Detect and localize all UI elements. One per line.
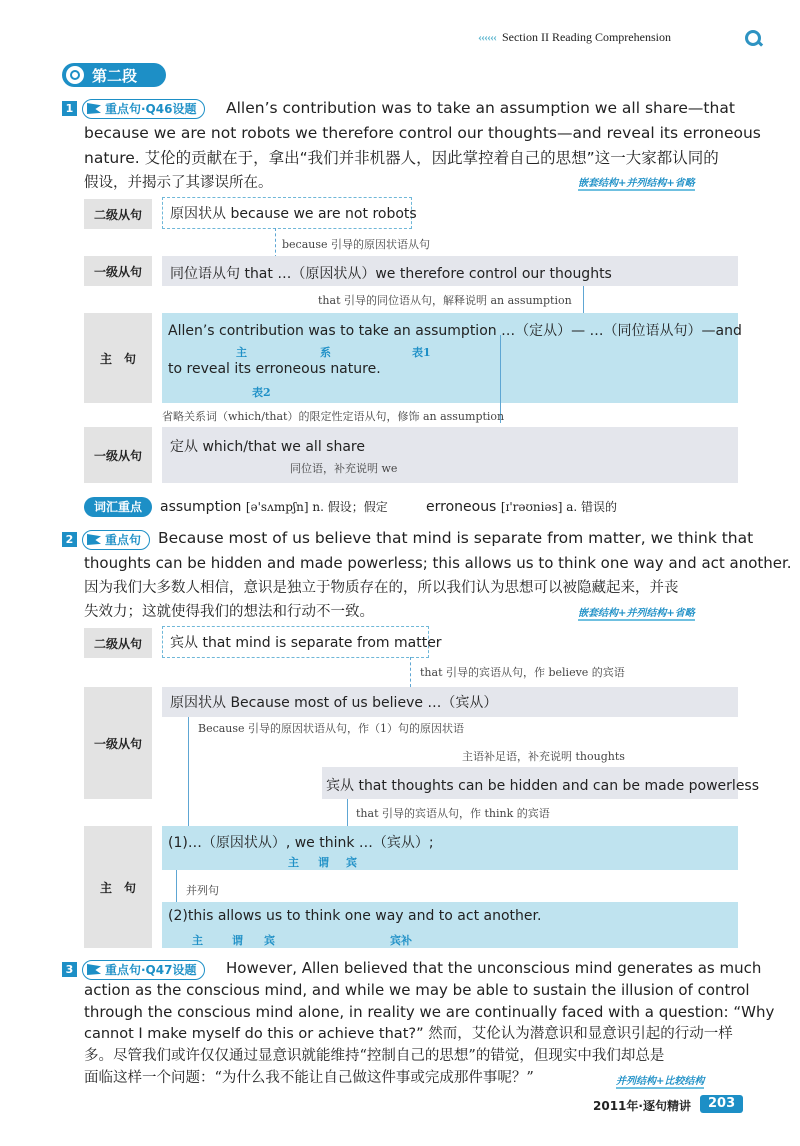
flag-icon [87,964,101,975]
structure-tag: 嵌套结构+并列结构+省略 [578,174,695,191]
para1-line1: Allen’s contribution was to take an assumption we all share—that [226,99,735,117]
search-icon [66,66,84,84]
para3-line4: cannot I make myself do this or achieve that?” 然而，艾伦认为潜意识和显意识引起的行动一样 [84,1026,733,1042]
tag-text: 重点句 [105,533,142,547]
para3-line1: However, Allen believed that the unconscious mind generates as much [226,959,762,977]
clause-text: 同位语从句 that …（原因状从）we therefore control our thoughts [170,266,612,282]
role-label: 主 [192,934,203,947]
clause-text-value: 原因状从 because we are not robots [170,206,417,222]
connector-line [410,657,411,687]
clause-text [170,203,417,223]
annotation: that 引导的宾语从句，作 believe 的宾语 [420,666,625,679]
para-number: 1 [62,101,77,116]
vocab-word: erroneous [426,499,497,515]
role-label: 宾补 [390,934,412,947]
main-clause-text: (2)this allows us to think one way and to act another. [168,908,542,924]
header-title: Section II Reading Comprehension [501,30,671,44]
connector-line [188,717,189,832]
vocab-entry [426,498,617,515]
para3-line2: action as the conscious mind, and while we may be able to sustain the illusion of control [84,981,750,999]
search-icon [745,30,761,46]
annotation: 同位语，补充说明 we [290,462,398,475]
section-title-text: 第二段 [92,67,138,85]
annotation: that 引导的同位语从句，解释说明 an assumption [318,294,572,307]
main-clause-text: to reveal its erroneous nature. [168,361,381,377]
clause-text: 宾从 that thoughts can be hidden and can be made powerless [326,778,760,794]
tag-text: 重点句·Q46设题 [105,102,197,116]
role-label: 主 [288,856,299,869]
para3-line6: 面临这样一个问题：“为什么我不能让自己做这件事或完成那件事呢？” [84,1070,534,1086]
connector-line [347,799,348,829]
key-sentence-tag [82,960,205,980]
footer-label: 2011年·逐句精讲 [593,1099,691,1113]
role-label: 主 [236,346,247,359]
role-label: 系 [320,346,331,359]
para-number: 2 [62,532,77,547]
connector-line [176,870,177,902]
clause-level-label: 二级从句 [84,628,152,658]
flag-icon [87,534,101,545]
clause-text: 原因状从 Because most of us believe …（宾从） [170,695,498,711]
para3-line3: through the conscious mind alone, in reality we are continually faced with a question: “Why [84,1003,775,1021]
annotation: 主语补足语，补充说明 thoughts [462,750,625,763]
running-header [478,30,671,45]
role-label: 宾 [346,856,357,869]
para2-line2: thoughts can be hidden and made powerless; this allows us to think one way and act another. [84,554,792,572]
vocab-def: [ə'sʌmpʃn] n. 假设；假定 [245,500,388,514]
para1-line3: nature. 艾伦的贡献在于，拿出“我们并非机器人，因此掌控着自己的思想”这一大家都认同的 [84,149,719,167]
connector-line [583,286,584,316]
para-number: 3 [62,962,77,977]
vocab-def: [ɪ'rəʊniəs] a. 错误的 [500,500,618,514]
vocab-word: assumption [160,499,242,515]
para2-line3: 因为我们大多数人相信，意识是独立于物质存在的，所以我们认为思想可以被隐藏起来，并丧 [84,580,679,596]
role-label: 表2 [252,386,271,399]
flag-icon [87,103,101,114]
clause-text: 定从 which/that we all share [170,439,365,455]
vocab-entry [160,498,388,515]
clause-level-label: 主 句 [84,313,152,403]
clause-level-label: 二级从句 [84,199,152,229]
arrows-icon: ‹‹‹‹‹‹ [478,30,496,44]
para1-line2: because we are not robots we therefore control our thoughts—and reveal its erroneous [84,124,761,142]
clause-level-label: 一级从句 [84,687,152,799]
role-label: 表1 [412,346,431,359]
key-sentence-tag [82,99,205,119]
role-label: 宾 [264,934,275,947]
annotation: because 引导的原因状语从句 [282,238,431,251]
annotation: that 引导的宾语从句，作 think 的宾语 [356,807,550,820]
main-clause-text: Allen’s contribution was to take an assumption …（定从）— …（同位语从句）—and [168,323,742,339]
key-sentence-tag [82,530,150,550]
page-number: 203 [700,1095,743,1113]
annotation: 省略关系词（which/that）的限定性定语从句，修饰 an assumption [162,410,505,423]
annotation: Because 引导的原因状语从句，作（1）句的原因状语 [198,722,465,735]
clause-level-label: 一级从句 [84,427,152,483]
connector-line [275,228,276,258]
structure-tag: 嵌套结构+并列结构+省略 [578,604,695,621]
clause-level-label: 主 句 [84,826,152,948]
clause-level-label: 一级从句 [84,256,152,286]
tag-text: 重点句·Q47设题 [105,963,197,977]
role-label: 谓 [318,856,329,869]
section-title [62,63,166,87]
main-clause-text: (1)…（原因状从）, we think …（宾从）; [168,835,434,851]
structure-tag: 并列结构+比较结构 [616,1072,704,1089]
para2-line4: 失效力；这就使得我们的想法和行动不一致。 [84,604,374,620]
role-label: 谓 [232,934,243,947]
clause-text: 宾从 that mind is separate from matter [170,635,442,651]
para2-line1: Because most of us believe that mind is separate from matter, we think that [158,529,754,547]
para1-line4: 假设，并揭示了其谬误所在。 [84,175,273,191]
annotation: 并列句 [186,884,219,897]
vocab-tag: 词汇重点 [84,497,152,517]
para3-line5: 多。尽管我们或许仅仅通过显意识就能维持“控制自己的思想”的错觉，但现实中我们却总是 [84,1048,665,1064]
